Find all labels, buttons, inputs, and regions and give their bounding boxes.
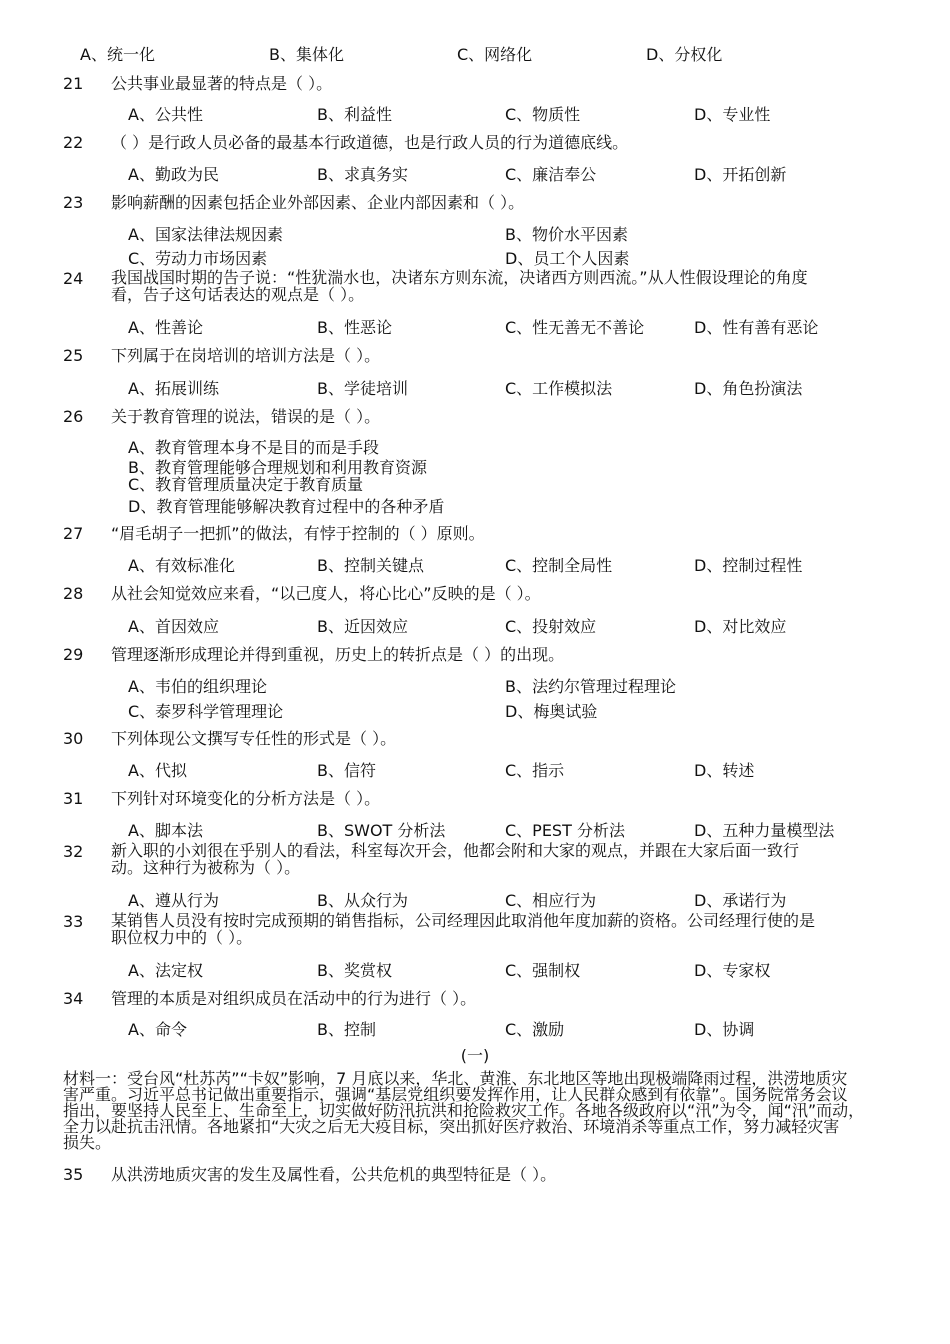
option-a: A、勤政为民 (128, 165, 219, 184)
option-a: A、脚本法 (128, 821, 203, 840)
question-number: 33 (63, 912, 84, 931)
option-c: C、教育管理质量决定于教育质量 (128, 475, 364, 494)
option-c: C、劳动力市场因素 (128, 249, 268, 268)
option-d: D、五种力量模型法 (694, 821, 835, 840)
question-number: 30 (63, 729, 84, 748)
question-stem: 公共事业最显著的特点是（ ）。 (111, 74, 333, 93)
option-b: B、控制 (317, 1020, 376, 1039)
option-c: C、投射效应 (505, 617, 597, 636)
option-a: A、有效标准化 (128, 556, 235, 575)
option-c: C、泰罗科学管理理论 (128, 702, 284, 721)
question-stem-line-1: 新入职的小刘很在乎别人的看法，科室每次开会，他都会附和大家的观点，并跟在大家后面一致行 (111, 841, 800, 860)
question-stem: 下列属于在岗培训的培训方法是（ ）。 (111, 346, 381, 365)
option-d: D、协调 (694, 1020, 755, 1039)
question-stem: 下列体现公文撰写专任性的形式是（ ）。 (111, 729, 397, 748)
option-d: D、转述 (694, 761, 755, 780)
option-c: C、控制全局性 (505, 556, 613, 575)
question-number: 28 (63, 584, 84, 603)
option-a: A、韦伯的组织理论 (128, 677, 267, 696)
option-d: D、分权化 (646, 45, 723, 64)
question-number: 23 (63, 193, 84, 212)
option-a: A、拓展训练 (128, 379, 219, 398)
question-stem: 管理逐渐形成理论并得到重视，历史上的转折点是（ ）的出现。 (111, 645, 565, 664)
option-d: D、性有善有恶论 (694, 318, 819, 337)
question-stem: 影响薪酬的因素包括企业外部因素、企业内部因素和（ ）。 (111, 193, 525, 212)
option-c: C、廉洁奉公 (505, 165, 597, 184)
material-line: 指出，要坚持人民至上、生命至上，切实做好防汛抗洪和抢险救灾工作。各地各级政府以“汛”为令，闻“汛”而动， (63, 1101, 865, 1120)
option-a: A、公共性 (128, 105, 203, 124)
option-a: A、遵从行为 (128, 891, 219, 910)
option-c: C、指示 (505, 761, 565, 780)
option-d: D、承诺行为 (694, 891, 787, 910)
option-b: B、从众行为 (317, 891, 408, 910)
question-stem: 从社会知觉效应来看，“以己度人，将心比心”反映的是（ ）。 (111, 584, 541, 603)
option-a: A、代拟 (128, 761, 187, 780)
option-d: D、对比效应 (694, 617, 787, 636)
option-a: A、国家法律法规因素 (128, 225, 283, 244)
option-b: B、集体化 (269, 45, 344, 64)
option-c: C、网络化 (457, 45, 533, 64)
question-number: 29 (63, 645, 84, 664)
section-title: (一) (460, 1046, 490, 1065)
question-stem: 从洪涝地质灾害的发生及属性看，公共危机的典型特征是（ ）。 (111, 1165, 557, 1184)
question-stem: 管理的本质是对组织成员在活动中的行为进行（ ）。 (111, 989, 477, 1008)
question-number: 35 (63, 1165, 84, 1184)
option-d: D、专家权 (694, 961, 771, 980)
question-number: 24 (63, 269, 84, 288)
question-number: 21 (63, 74, 84, 93)
option-a: A、统一化 (80, 45, 155, 64)
material-line: 全力以赴抗击汛情。各地紧扣“大灾之后无大疫目标，突出抓好医疗救治、环境消杀等重点工作，努力减轻灾害 (63, 1117, 840, 1136)
question-number: 26 (63, 407, 84, 426)
option-c: C、相应行为 (505, 891, 597, 910)
material-paragraph (63, 1071, 883, 1151)
option-d: D、员工个人因素 (505, 249, 630, 268)
option-d: D、教育管理能够解决教育过程中的各种矛盾 (128, 497, 445, 516)
question-stem: 关于教育管理的说法，错误的是（ ）。 (111, 407, 381, 426)
question-stem: “眉毛胡子一把抓”的做法，有悖于控制的（ ）原则。 (111, 524, 485, 543)
question-stem-line-2: 看，告子这句话表达的观点是（ ）。 (111, 285, 365, 304)
material-line: 害严重。习近平总书记做出重要指示，强调“基层党组织要发挥作用，让人民群众感到有依靠”。国务院常务会议 (63, 1085, 848, 1104)
option-b: B、法约尔管理过程理论 (505, 677, 676, 696)
question-stem-line-1: 某销售人员没有按时完成预期的销售指标，公司经理因此取消他年度加薪的资格。公司经理行使的是 (111, 911, 816, 930)
option-b: B、物价水平因素 (505, 225, 628, 244)
option-a: A、教育管理本身不是目的而是手段 (128, 438, 379, 457)
option-d: D、角色扮演法 (694, 379, 803, 398)
option-c: C、PEST 分析法 (505, 821, 625, 840)
option-c: C、物质性 (505, 105, 581, 124)
option-d: D、控制过程性 (694, 556, 803, 575)
option-a: A、命令 (128, 1020, 187, 1039)
question-number: 25 (63, 346, 84, 365)
option-b: B、教育管理能够合理规划和利用教育资源 (128, 458, 427, 477)
option-a: A、性善论 (128, 318, 203, 337)
option-b: B、利益性 (317, 105, 392, 124)
question-number: 34 (63, 989, 84, 1008)
question-number: 31 (63, 789, 84, 808)
question-number: 27 (63, 524, 84, 543)
option-b: B、SWOT 分析法 (317, 821, 446, 840)
option-a: A、法定权 (128, 961, 203, 980)
option-b: B、近因效应 (317, 617, 408, 636)
question-stem-line-1: 我国战国时期的告子说：“性犹湍水也，决诸东方则东流，决诸西方则西流。”从人性假设理论的角度 (111, 268, 808, 287)
question-stem-line-2: 职位权力中的（ ）。 (111, 928, 253, 947)
option-a: A、首因效应 (128, 617, 219, 636)
option-d: D、开拓创新 (694, 165, 787, 184)
option-c: C、工作模拟法 (505, 379, 613, 398)
question-number: 32 (63, 842, 84, 861)
option-c: C、激励 (505, 1020, 565, 1039)
option-b: B、性恶论 (317, 318, 392, 337)
material-line: 损失。 (63, 1133, 112, 1152)
option-b: B、信符 (317, 761, 376, 780)
option-b: B、求真务实 (317, 165, 408, 184)
question-stem: 下列针对环境变化的分析方法是（ ）。 (111, 789, 381, 808)
material-line: 材料一：受台风“杜苏芮”“卡奴”影响，7 月底以来，华北、黄淮、东北地区等地出现极端降雨过程，洪涝地质灾 (63, 1069, 848, 1088)
option-b: B、控制关键点 (317, 556, 424, 575)
option-d: D、专业性 (694, 105, 771, 124)
question-stem-line-2: 动。这种行为被称为（ ）。 (111, 858, 301, 877)
option-c: C、强制权 (505, 961, 581, 980)
question-number: 22 (63, 133, 84, 152)
question-stem: （ ）是行政人员必备的最基本行政道德，也是行政人员的行为道德底线。 (111, 133, 629, 152)
option-d: D、梅奥试验 (505, 702, 598, 721)
option-b: B、学徒培训 (317, 379, 408, 398)
option-b: B、奖赏权 (317, 961, 392, 980)
option-c: C、性无善无不善论 (505, 318, 645, 337)
